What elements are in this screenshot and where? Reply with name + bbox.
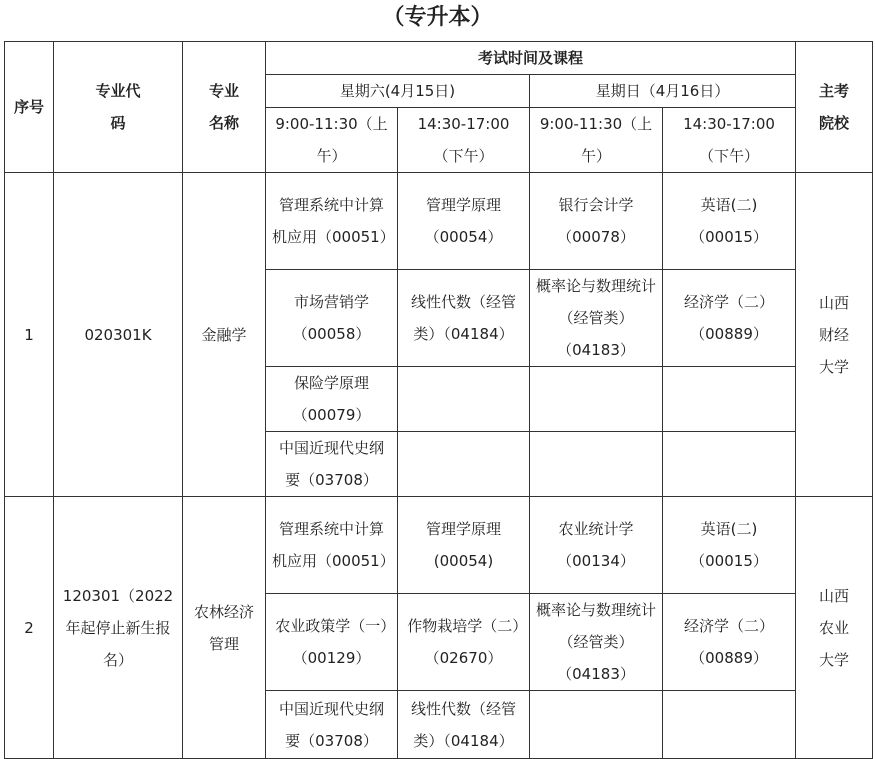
header-name: 专业名称 — [183, 42, 266, 173]
course-cell: 管理学原理(00054) — [398, 497, 530, 594]
course-cell: 概率论与数理统计（经管类）（04183） — [530, 270, 663, 367]
major-seq: 2 — [5, 497, 54, 759]
course-cell — [530, 367, 663, 432]
course-cell: 经济学（二）（00889） — [663, 270, 796, 367]
course-cell: 管理系统中计算机应用（00051） — [266, 497, 398, 594]
header-code: 专业代码 — [54, 42, 183, 173]
course-cell: 保险学原理（00079） — [266, 367, 398, 432]
course-cell: 银行会计学（00078） — [530, 173, 663, 270]
course-cell: 线性代数（经管类）（04184） — [398, 270, 530, 367]
course-cell — [398, 432, 530, 497]
major-school: 山西农业大学 — [796, 497, 873, 759]
course-cell: 作物栽培学（二）（02670） — [398, 594, 530, 691]
course-cell: 农业统计学（00134） — [530, 497, 663, 594]
course-cell: 农业政策学（一）（00129） — [266, 594, 398, 691]
course-cell: 市场营销学（00058） — [266, 270, 398, 367]
major-code: 020301K — [54, 173, 183, 497]
header-day-sunday: 星期日（4月16日） — [530, 75, 796, 108]
course-cell: 英语(二)（00015） — [663, 497, 796, 594]
course-cell: 经济学（二）（00889） — [663, 594, 796, 691]
course-cell — [398, 367, 530, 432]
header-exam-group: 考试时间及课程 — [266, 42, 796, 75]
exam-schedule-table — [4, 41, 873, 759]
course-cell — [663, 367, 796, 432]
course-cell — [530, 432, 663, 497]
header-seq: 序号 — [5, 42, 54, 173]
course-cell — [663, 691, 796, 759]
course-cell: 中国近现代史纲要（03708） — [266, 691, 398, 759]
major-seq: 1 — [5, 173, 54, 497]
course-cell: 概率论与数理统计（经管类）（04183） — [530, 594, 663, 691]
course-cell: 线性代数（经管类）（04184） — [398, 691, 530, 759]
header-slot-sat-pm: 14:30-17:00（下午） — [398, 108, 530, 173]
major-name: 农林经济管理 — [183, 497, 266, 759]
major-school: 山西财经大学 — [796, 173, 873, 497]
header-slot-sun-am: 9:00-11:30（上午） — [530, 108, 663, 173]
page-title: （专升本） — [382, 5, 493, 30]
course-cell: 中国近现代史纲要（03708） — [266, 432, 398, 497]
major-name: 金融学 — [183, 173, 266, 497]
course-cell: 管理学原理（00054） — [398, 173, 530, 270]
major-code: 120301（2022年起停止新生报名） — [54, 497, 183, 759]
course-cell: 管理系统中计算机应用（00051） — [266, 173, 398, 270]
header-slot-sun-pm: 14:30-17:00（下午） — [663, 108, 796, 173]
course-cell: 英语(二)（00015） — [663, 173, 796, 270]
header-day-saturday: 星期六(4月15日) — [266, 75, 530, 108]
header-school: 主考院校 — [796, 42, 873, 173]
header-slot-sat-am: 9:00-11:30（上午） — [266, 108, 398, 173]
course-cell — [663, 432, 796, 497]
course-cell — [530, 691, 663, 759]
